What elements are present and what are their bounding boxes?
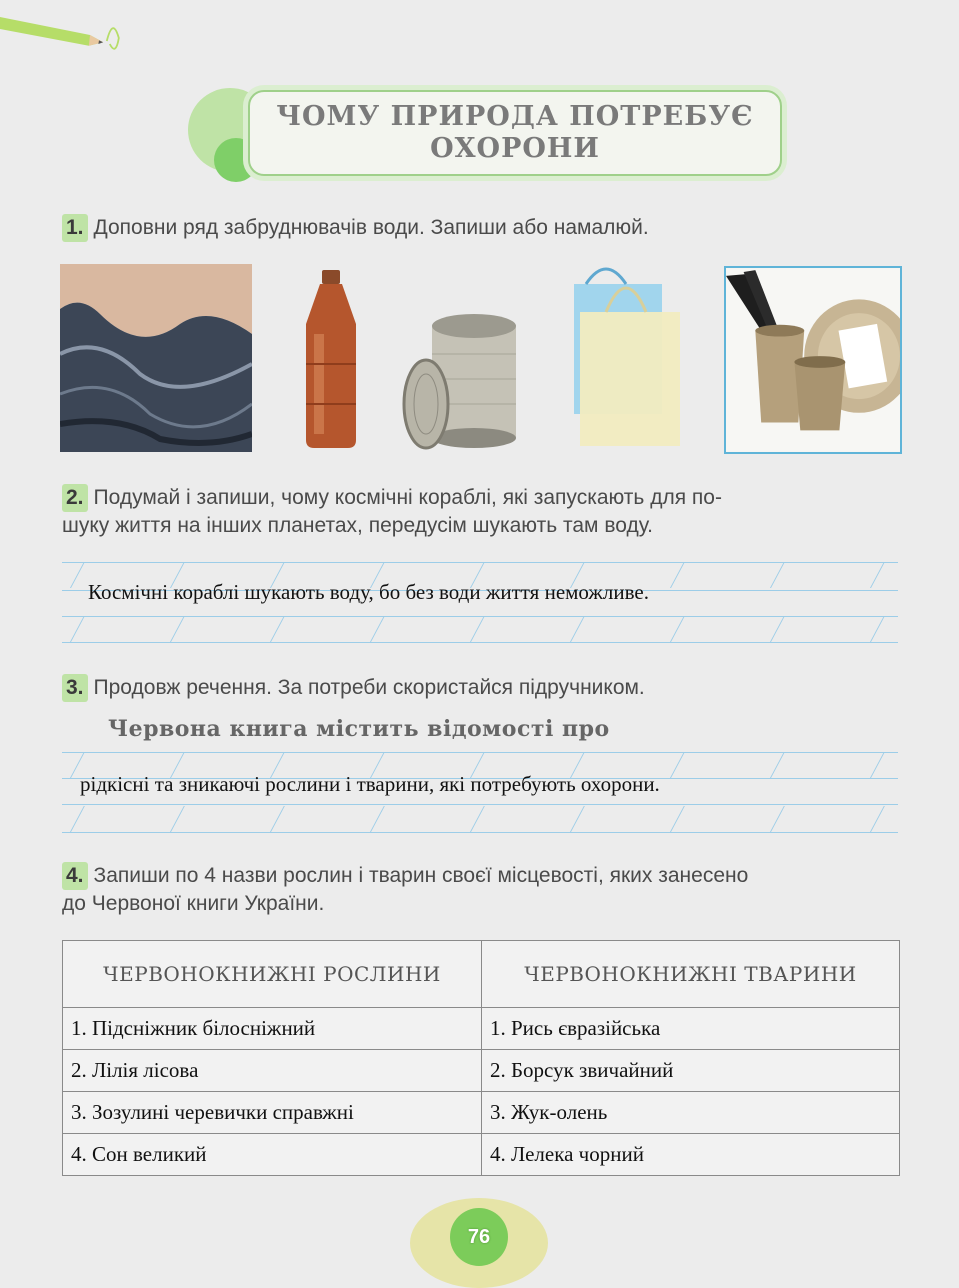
task-text-line-1: Подумай і запиши, чому космічні кораблі, які запускають для по- (93, 486, 722, 509)
pencil-icon (0, 0, 120, 70)
plastic-bottle-image (296, 264, 366, 452)
plastic-bag-image (566, 264, 686, 452)
task-4-instruction (62, 862, 902, 918)
animal-cell: 1. Рись євразійська (482, 1008, 900, 1050)
red-book-table (62, 940, 900, 1176)
plant-cell: 2. Лілія лісова (63, 1050, 482, 1092)
header-animals: ЧЕРВОНОКНИЖНІ ТВАРИНИ (482, 941, 900, 1008)
title-line-1: ЧОМУ ПРИРОДА ПОТРЕБУЄ (276, 101, 754, 132)
task-1-instruction (62, 214, 649, 242)
table-row (63, 1050, 900, 1092)
plant-cell: 4. Сон великий (63, 1134, 482, 1176)
task-3-instruction (62, 674, 645, 702)
plant-cell: 1. Підсніжник білосніжний (63, 1008, 482, 1050)
task-text-line-2: шуку життя на інших планетах, передусім шукають там воду. (62, 514, 653, 537)
task-text: Продовж речення. За потреби скористайся підручником. (93, 676, 645, 699)
animal-cell: 4. Лелека чорний (482, 1134, 900, 1176)
tin-can-image (398, 264, 524, 452)
table-row (63, 1134, 900, 1176)
table-row (63, 1008, 900, 1050)
table-header-row (63, 941, 900, 1008)
task-3-prompt: Червона книга містить відомості про (108, 716, 610, 742)
page-number: 76 (450, 1208, 508, 1266)
task-3-answer: рідкісні та зникаючі рослини і тварини, які потребують охорони. (80, 772, 660, 796)
task-2-instruction (62, 484, 902, 540)
plant-cell: 3. Зозулині черевички справжні (63, 1092, 482, 1134)
task-number: 4. (62, 862, 88, 890)
task-number: 1. (62, 214, 88, 242)
animal-cell: 3. Жук-олень (482, 1092, 900, 1134)
task-text-line-2: до Червоної книги України. (62, 892, 325, 915)
header-plants: ЧЕРВОНОКНИЖНІ РОСЛИНИ (63, 941, 482, 1008)
task-number: 2. (62, 484, 88, 512)
table-row (63, 1092, 900, 1134)
task-text: Доповни ряд забруднювачів води. Запиши або намалюй. (93, 216, 649, 239)
disposable-tableware-image (724, 266, 902, 454)
oil-spill-image (60, 264, 252, 452)
title-line-2: ОХОРОНИ (430, 133, 600, 164)
page-title (248, 90, 782, 176)
task-number: 3. (62, 674, 88, 702)
task-text-line-1: Запиши по 4 назви рослин і тварин своєї місцевості, яких занесено (93, 864, 749, 887)
animal-cell: 2. Борсук звичайний (482, 1050, 900, 1092)
task-2-answer: Космічні кораблі шукають воду, бо без води життя неможливе. (88, 580, 649, 604)
